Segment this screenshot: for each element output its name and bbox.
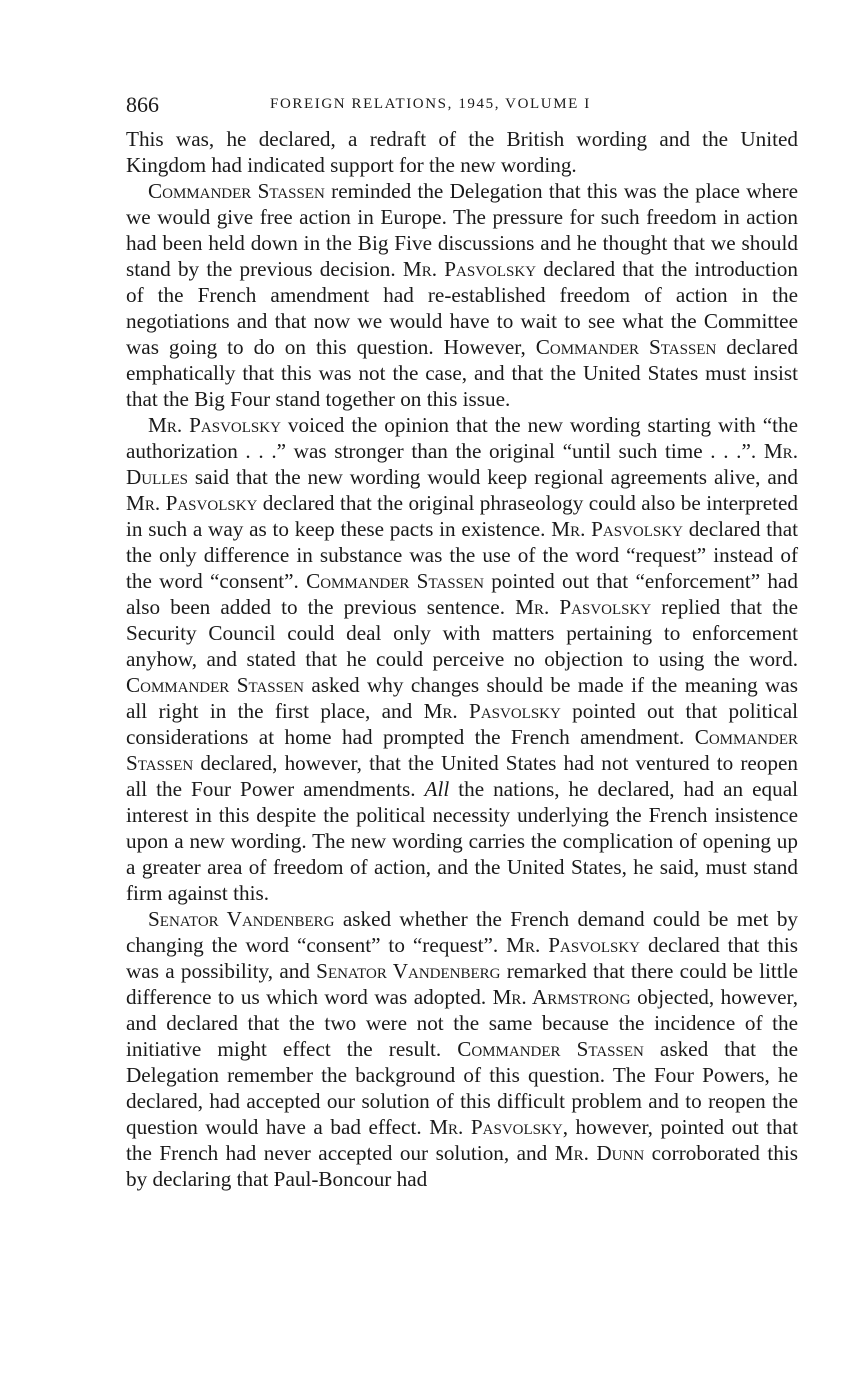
paragraph xyxy=(126,178,798,412)
speaker-name: Mr. Pasvolsky xyxy=(148,413,281,437)
paragraph-text: asked why changes should be made if the meaning was all right in the first place, and xyxy=(126,673,799,723)
paragraph-text: declared that the original phraseology could also be interpreted in such a way as to keep these pacts in existence. xyxy=(126,491,798,541)
speaker-name: Mr. Dunn xyxy=(554,1141,645,1165)
speaker-name: Commander Stassen xyxy=(457,1037,644,1061)
paragraph-text: declared emphatically that this was not the case, and that the United States must insist that the Big Four stand together on this issue. xyxy=(126,335,799,411)
paragraph-text: said that the new wording would keep regional agreements alive, and xyxy=(187,465,798,489)
paragraph xyxy=(126,126,798,178)
speaker-name: Commander Stassen xyxy=(535,335,717,359)
paragraph-text: asked whether the French demand could be met by changing the word “consent” to “request”. xyxy=(126,907,799,957)
paragraph-text: , however, pointed out that the French had never accepted our solution, and xyxy=(126,1115,799,1165)
speaker-name: Commander Stassen xyxy=(148,179,325,203)
speaker-name: Mr. Pasvolsky xyxy=(402,257,537,281)
paragraph xyxy=(126,906,798,1192)
page-header xyxy=(126,92,798,122)
speaker-name: Mr. Pasvolsky xyxy=(423,699,561,723)
speaker-name: Mr. Armstrong xyxy=(492,985,631,1009)
paragraph-text: reminded the Delegation that this was the place where we would give free action in Europe. The pressure for such freedom in action had been held down in the Big Five discussions and he thought that we should stand by the previous decision. xyxy=(126,179,798,281)
paragraph-text: pointed out that political considerations at home had prompted the French amendment. xyxy=(126,699,798,749)
speaker-name: Commander Stassen xyxy=(306,569,484,593)
document-page xyxy=(126,92,798,1192)
speaker-name: Senator Vandenberg xyxy=(316,959,501,983)
speaker-name: Mr. Pasvolsky xyxy=(515,595,652,619)
speaker-name: Mr. Pasvolsky xyxy=(429,1115,563,1139)
paragraph-text: declared, however, that the United States had not ventured to reopen all the Four Power amendments. xyxy=(126,751,798,801)
emphasized-text: All xyxy=(424,777,450,801)
paragraph-text: the nations, he declared, had an equal interest in this despite the political necessity underlying the French insistence upon a new wording. The new wording carries the complication of opening up a greater area of freedom of action, and the United States, he said, must stand firm against this. xyxy=(126,777,798,905)
speaker-name: Mr. Pasvolsky xyxy=(126,491,258,515)
paragraph-text: voiced the opinion that the new wording starting with “the authorization . . .” was stronger than the original “until such time . . .”. xyxy=(126,413,799,463)
running-head: FOREIGN RELATIONS, 1945, VOLUME I xyxy=(270,96,591,112)
paragraph-text: declared that the only difference in substance was the use of the word “request” instead of the word “consent”. xyxy=(126,517,798,593)
paragraph-text: replied that the Security Council could deal only with matters pertaining to enforcement anyhow, and stated that he could perceive no objection to using the word. xyxy=(126,595,799,671)
body-text xyxy=(126,126,798,1192)
paragraph-text: This was, he declared, a redraft of the British wording and the United Kingdom had indicated support for the new wording. xyxy=(126,127,798,177)
speaker-name: Commander Stassen xyxy=(126,725,798,775)
speaker-name: Senator Vandenberg xyxy=(148,907,335,931)
paragraph-text: objected, however, and declared that the two were not the same because the incidence of the initiative might effect the result. xyxy=(126,985,798,1061)
paragraph xyxy=(126,412,798,906)
paragraph-text: declared that this was a possibility, and xyxy=(126,933,798,983)
speaker-name: Mr. Pasvolsky xyxy=(551,517,683,541)
paragraph-text: declared that the introduction of the French amendment had re-established freedom of action in the negotiations and that now we would have to wait to see what the Committee was going to do on this question. However, xyxy=(126,257,798,359)
speaker-name: Mr. Pasvolsky xyxy=(506,933,640,957)
paragraph-text: corroborated this by declaring that Paul-Boncour had xyxy=(126,1141,798,1191)
speaker-name: Mr. Dulles xyxy=(126,439,798,489)
paragraph-text: remarked that there could be little difference to us which word was adopted. xyxy=(126,959,798,1009)
speaker-name: Commander Stassen xyxy=(126,673,304,697)
page-number: 866 xyxy=(126,92,159,117)
paragraph-text: pointed out that “enforcement” had also been added to the previous sentence. xyxy=(126,569,798,619)
paragraph-text: asked that the Delegation remember the background of this question. The Four Powers, he declared, had accepted our solution of this difficult problem and to reopen the question would have a bad effect. xyxy=(126,1037,798,1139)
